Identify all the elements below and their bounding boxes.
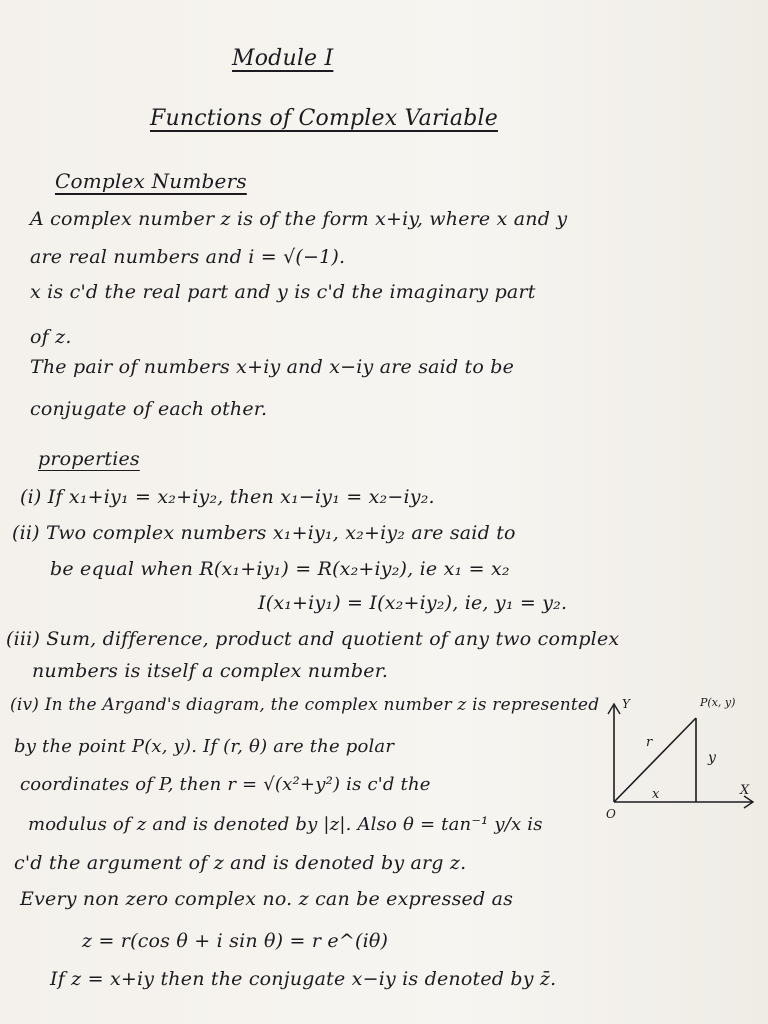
property-line: modulus of z and is denoted by |z|. Also θ = tan⁻¹ y/x is <box>28 814 543 835</box>
property-line: numbers is itself a complex number. <box>32 660 389 682</box>
properties-heading: properties <box>38 448 140 470</box>
formula-line: z = r(cos θ + i sin θ) = r e^(iθ) <box>82 930 389 952</box>
page-title: Module I <box>232 46 334 71</box>
property-line: c'd the argument of z and is denoted by arg z. <box>14 852 467 874</box>
radius-label: r <box>646 735 653 750</box>
text-line: The pair of numbers x+iy and x−iy are said to be <box>30 356 515 378</box>
height-label: y <box>708 750 716 766</box>
origin-label: O <box>606 807 616 821</box>
property-line: I(x₁+iy₁) = I(x₂+iy₂), ie, y₁ = y₂. <box>258 592 568 614</box>
base-label: x <box>652 787 660 802</box>
property-line: (iv) In the Argand's diagram, the complex number z is represented <box>10 695 600 715</box>
argand-diagram <box>596 694 756 826</box>
property-line: be equal when R(x₁+iy₁) = R(x₂+iy₂), ie x₁ = x₂ <box>50 558 510 580</box>
point-label: P(x, y) <box>700 696 736 709</box>
property-line: (iii) Sum, difference, product and quotient of any two complex <box>6 628 620 650</box>
x-axis-label: X <box>740 783 750 798</box>
page-subtitle: Functions of Complex Variable <box>150 106 498 131</box>
y-axis-label: Y <box>622 697 630 711</box>
property-line: If z = x+iy then the conjugate x−iy is denoted by z̄. <box>50 968 557 990</box>
property-line: coordinates of P, then r = √(x²+y²) is c'd the <box>20 774 431 795</box>
text-line: conjugate of each other. <box>30 398 268 420</box>
property-line: Every non zero complex no. z can be expressed as <box>20 888 514 910</box>
section-heading: Complex Numbers <box>55 169 247 193</box>
text-line: of z. <box>30 326 72 348</box>
text-line: are real numbers and i = √(−1). <box>30 246 346 268</box>
property-line: (i) If x₁+iy₁ = x₂+iy₂, then x₁−iy₁ = x₂−iy₂. <box>20 486 435 508</box>
property-line: (ii) Two complex numbers x₁+iy₁, x₂+iy₂ are said to <box>12 522 516 544</box>
property-line: by the point P(x, y). If (r, θ) are the polar <box>14 736 395 757</box>
text-line: x is c'd the real part and y is c'd the imaginary part <box>30 281 536 303</box>
text-line: A complex number z is of the form x+iy, where x and y <box>30 208 568 230</box>
